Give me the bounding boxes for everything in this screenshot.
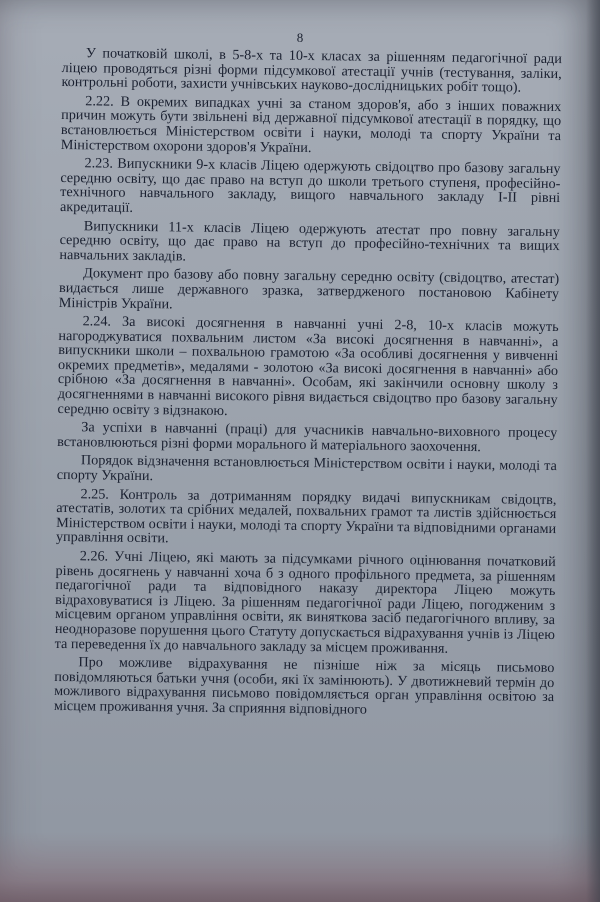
paragraph-award-procedure: Порядок відзначення встановлюється Міністерством освіти і науки, молоді та спорту України. (56, 452, 557, 485)
paragraph-expulsion-notice: Про можливе відрахування не пізніше ніж за місяць письмово повідомляються батьки учня (особи, які їх замінюють). У двотижневий термін до можливого відрахування письмово повідомляється орган управління освітою за місцем проживання учня. За сприяння відповідного (53, 654, 555, 718)
paragraph-2-23: 2.23. Випускники 9-х класів Ліцею одержують свідоцтво про базову загальну середню освіту, що дає право на вступ до школи третього ступеня, професійно-технічного навчального закладу, вищого навчального закладу І-ІІ рівні акредитації. (59, 155, 561, 216)
paragraph-graduates-11: Випускники 11-х класів Ліцею одержують атестат про повну загальну середню освіту, що дає право на вступ до професійно-технічних та вищих навчальних закладів. (59, 217, 560, 265)
page-number: 8 (296, 30, 304, 45)
paragraph-2-26: 2.26. Учні Ліцею, які мають за підсумками річного оцінювання початковий рівень досягнень у навчанні хоча б з одного профільного предмета, за рішенням педагогічної ради та відповідного наказу директора Ліцею можуть відраховуватися із Ліцею. За рішенням педагогічної ради Ліцею, погодженим з місцевим органом управління освіти, як виняткова засіб педагогічного впливу, за неодноразове порушення цього Статуту допускається відрахування учнів із Ліцею та переведення їх до навчального закладу за місцем проживання. (54, 548, 556, 657)
page-edge-shadow (586, 0, 600, 902)
paragraph-rewards: За успіхи в навчанні (праці) для учасників навчально-виховного процесу встановлюються різні форми морального й матеріального заохочення. (57, 419, 558, 455)
paragraph-final-attestation: У початковій школі, в 5-8-х та 10-х класах за рішенням педагогічної ради ліцею проводяться різні форми підсумкової атестації учнів (тестування, заліки, контрольні роботи, захисти учнівських науково-дослідницьких робіт тощо). (61, 45, 562, 96)
page-shadow-fold (0, 832, 600, 902)
paragraph-2-22: 2.22. В окремих випадках учні за станом здоров'я, або з інших поважних причин можуть бути звільнені від державної підсумкової атестації в порядку, що встановлюється Міністерством освіти і науки, молоді та спорту України та Міністерством охорони здоров'я України. (60, 93, 562, 156)
paragraph-document-issue: Документ про базову або повну загальну середню освіту (свідоцтво, атестат) видається лише державного зразка, затвердженого постановою Кабінету Міністрів України. (58, 265, 560, 312)
document-body (54, 46, 562, 724)
paragraph-2-25: 2.25. Контроль за дотриманням порядку видачі випускникам свідоцтв, атестатів, золотих та срібних медалей, похвальних грамот та листів здійснюється Міністерством освіти і науки, молоді та спорту України та відповідними органами управління освіти. (55, 485, 557, 547)
paragraph-2-24: 2.24. За високі досягнення в навчанні учні 2-8, 10-х класів можуть нагороджуватися похвальним листом «За високі досягнення в навчанні», а випускники школи – похвальною грамотою «За особливі досягнення у вивченні окремих предметів», медалями - золотою «За високі досягнення в навчанні» або срібною «За досягнення в навчанні». Особам, які закінчили основну школу з досягненнями в навчанні високого рівня видається свідоцтво про базову загальну середню освіту з відзнакою. (57, 313, 559, 419)
